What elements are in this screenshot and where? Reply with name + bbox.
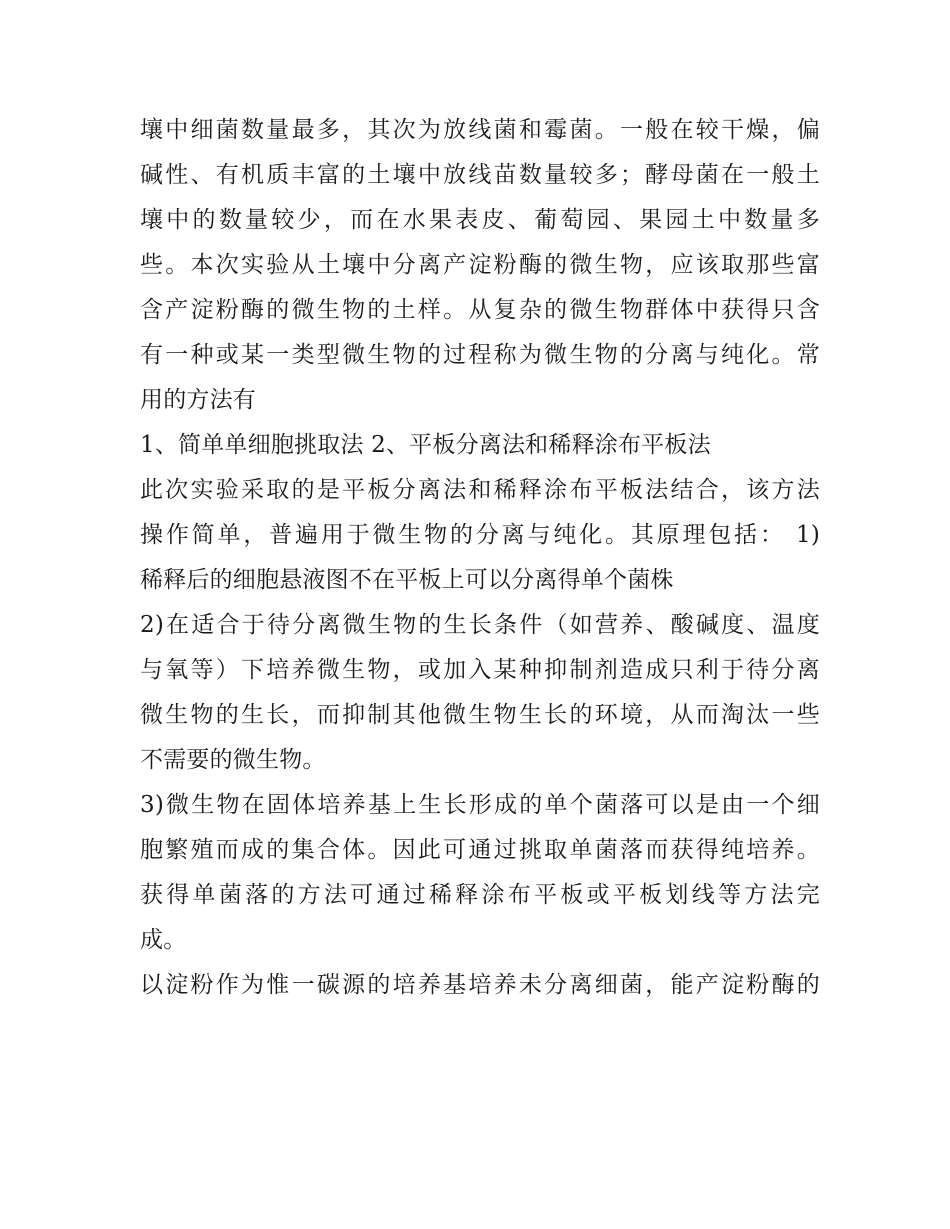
text-line-20: 以淀粉作为惟一碳源的培养基培养未分离细菌，能产淀粉酶的 (140, 972, 820, 998)
text-line-10: 操作简单，普遍用于微生物的分离与纯化。其原理包括： 1) (140, 522, 820, 548)
text-line-19: 成。 (140, 927, 187, 953)
text-line-17: 胞繁殖而成的集合体。因此可通过挑取单菌落而获得纯培养。 (140, 837, 820, 863)
text-line-1: 壤中细菌数量最多，其次为放线菌和霉菌。一般在较干燥，偏 (140, 117, 820, 143)
text-line-5: 含产淀粉酶的微生物的土样。从复杂的微生物群体中获得只含 (140, 297, 820, 323)
text-line-2: 碱性、有机质丰富的土壤中放线苗数量较多；酵母菌在一般土 (140, 162, 820, 188)
text-line-11: 稀释后的细胞悬液图不在平板上可以分离得单个菌株 (140, 567, 674, 593)
body-text (140, 108, 820, 1008)
text-line-7: 用的方法有 (140, 387, 256, 413)
text-line-18: 获得单菌落的方法可通过稀释涂布平板或平板划线等方法完 (140, 882, 820, 908)
text-line-15: 不需要的微生物。 (140, 747, 326, 773)
text-line-4: 些。本次实验从土壤中分离产淀粉酶的微生物，应该取那些富 (140, 252, 820, 278)
text-line-16: 3)微生物在固体培养基上生长形成的单个菌落可以是由一个细 (140, 792, 820, 818)
text-line-8: 1、简单单细胞挑取法 2、平板分离法和稀释涂布平板法 (140, 432, 711, 458)
text-line-13: 与氧等）下培养微生物，或加入某种抑制剂造成只利于待分离 (140, 657, 820, 683)
text-line-12: 2)在适合于待分离微生物的生长条件（如营养、酸碱度、温度 (140, 612, 820, 638)
text-line-14: 微生物的生长，而抑制其他微生物生长的环境，从而淘汰一些 (140, 702, 820, 728)
text-line-9: 此次实验采取的是平板分离法和稀释涂布平板法结合，该方法 (140, 477, 820, 503)
text-line-6: 有一种或某一类型微生物的过程称为微生物的分离与纯化。常 (140, 342, 820, 368)
text-line-3: 壤中的数量较少，而在水果表皮、葡萄园、果园土中数量多 (140, 207, 820, 233)
